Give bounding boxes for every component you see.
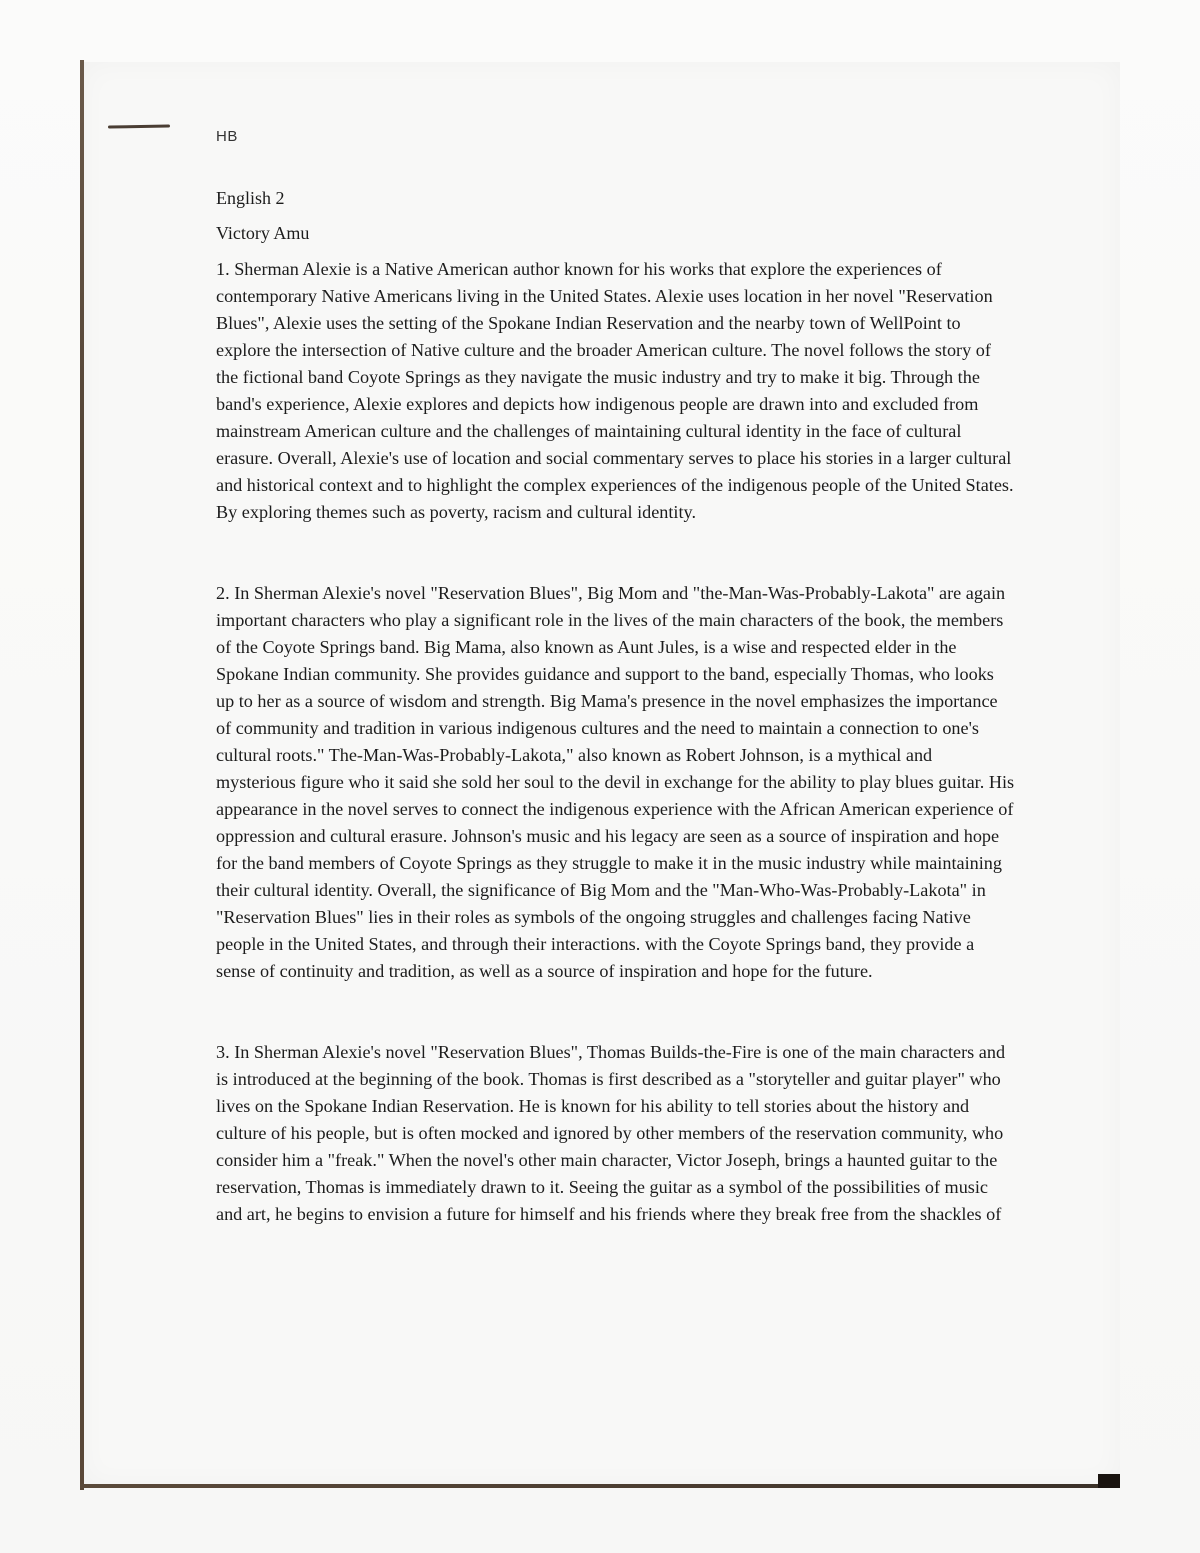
paper-corner-shadow [1098,1474,1120,1488]
answer-paragraph-2: 2. In Sherman Alexie's novel "Reservation Blues", Big Mom and "the-Man-Was-Probably-Lakota" are again important characters who play a significant role in the lives of the main characters of the book, the members of the Coyote Springs band. Big Mama, also known as Aunt Jules, is a wise and respected elder in the Spokane Indian community. She provides guidance and support to the band, especially Thomas, who looks up to her as a source of wisdom and strength. Big Mama's presence in the novel emphasizes the importance of community and tradition in various indigenous cultures and the need to maintain a connection to one's cultural roots." The-Man-Was-Probably-Lakota," also known as Robert Johnson, is a mythical and mysterious figure who it said she sold her soul to the devil in exchange for the ability to play blues guitar. His appearance in the novel serves to connect the indigenous experience with the African American experience of oppression and cultural erasure. Johnson's music and his legacy are seen as a source of inspiration and hope for the band members of Coyote Springs as they struggle to make it in the music industry while maintaining their cultural identity. Overall, the significance of Big Mom and the "Man-Who-Was-Probably-Lakota" in "Reservation Blues" lies in their roles as symbols of the ongoing struggles and challenges facing Native people in the United States, and through their interactions. with the Coyote Springs band, they provide a sense of continuity and tradition, as well as a source of inspiration and hope for the future. [216,583,1015,981]
author-initials: HB [216,128,238,145]
answer-paragraph-3: 3. In Sherman Alexie's novel "Reservation Blues", Thomas Builds-the-Fire is one of the main characters and is introduced at the beginning of the book. Thomas is first described as a "storyteller and guitar player" who lives on the Spokane Indian Reservation. He is known for his ability to tell stories about the history and culture of his people, but is often mocked and ignored by other members of the reservation community, who consider him a "freak." When the novel's other main character, Victor Joseph, brings a haunted guitar to the reservation, Thomas is immediately drawn to it. Seeing the guitar as a symbol of the possibilities of music and art, he begins to envision a future for himself and his friends where they break free from the shackles of [216,1042,1006,1224]
answer-paragraph-1: 1. Sherman Alexie is a Native American author known for his works that explore the experiences of contemporary Native Americans living in the United States. Alexie uses location in her novel "Reservation Blues", Alexie uses the setting of the Spokane Indian Reservation and the nearby town of WellPoint to explore the intersection of Native culture and the broader American culture. The novel follows the story of the fictional band Coyote Springs as they navigate the music industry and try to make it big. Through the band's experience, Alexie explores and depicts how indigenous people are drawn into and excluded from mainstream American culture and the challenges of maintaining cultural identity in the face of cultural erasure. Overall, Alexie's use of location and social commentary serves to place his stories in a larger cultural and historical context and to highlight the complex experiences of the indigenous people of the United States. By exploring themes such as poverty, racism and cultural identity. [216,259,1014,522]
paper-bottom-edge [80,1484,1120,1488]
paper-left-edge [80,60,84,1490]
essay-document [216,128,1016,1228]
student-name: Victory Amu [216,223,310,243]
course-name: English 2 [216,188,285,208]
